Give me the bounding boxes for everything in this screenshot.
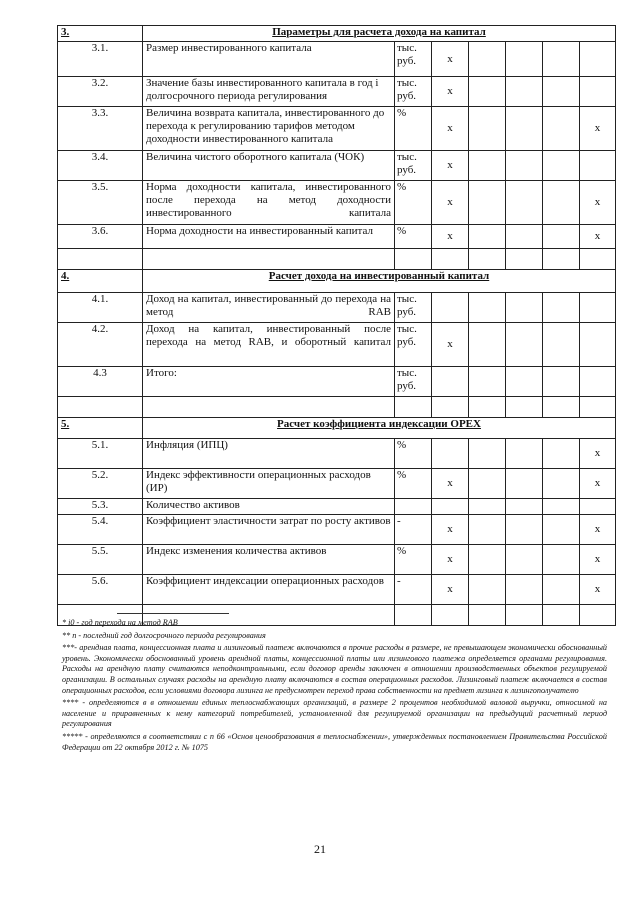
section-number: 3.	[58, 26, 143, 42]
value-cell	[506, 293, 543, 323]
empty-cell	[580, 397, 616, 418]
empty-row	[58, 397, 616, 418]
table-row	[58, 469, 616, 499]
table-row	[58, 107, 616, 151]
value-cell	[506, 151, 543, 181]
value-cell: x	[432, 469, 469, 499]
value-cell	[543, 77, 580, 107]
empty-cell	[469, 397, 506, 418]
footnote: ***- арендная плата, концессионная плата и лизинговый платеж включаются в прочие расходы в размере, не превышающем экономически обоснованный уровень. Экономически обоснованный уровень арендной платы, концессионной платы или лизингового платежа определяется органами регулирования. Расходы на арендную плату считаются неподконтрольными, если договор аренды заключен в отношении производственных объектов регулируемой организации. В остальных случаях расходы на арендную плату включаются в состав операционных расходов. Лизинговый платеж включается в состав операционных расходов, если условиями договора лизинга не предусмотрен переход права собственности на предмет лизинга к лизингополучателю	[62, 643, 607, 695]
value-cell	[543, 545, 580, 575]
row-unit: тыс. руб.	[395, 367, 432, 397]
row-number: 3.2.	[58, 77, 143, 107]
value-cell	[432, 293, 469, 323]
value-cell	[580, 77, 616, 107]
value-cell	[506, 575, 543, 605]
value-cell: x	[580, 575, 616, 605]
value-cell	[506, 181, 543, 225]
value-cell	[506, 499, 543, 515]
empty-cell	[395, 397, 432, 418]
row-number: 3.1.	[58, 42, 143, 77]
parameters-table	[57, 25, 616, 626]
value-cell	[580, 151, 616, 181]
row-unit: тыс. руб.	[395, 42, 432, 77]
value-cell	[469, 367, 506, 397]
value-cell: x	[580, 515, 616, 545]
value-cell	[543, 323, 580, 367]
row-name: Значение базы инвестированного капитала в год i долгосрочного периода регулирования	[143, 77, 395, 107]
value-cell: x	[580, 181, 616, 225]
row-name: Размер инвестированного капитала	[143, 42, 395, 77]
empty-cell	[143, 249, 395, 270]
value-cell	[469, 107, 506, 151]
row-name: Величина чистого оборотного капитала (ЧОК)	[143, 151, 395, 181]
table-row	[58, 323, 616, 367]
empty-cell	[395, 249, 432, 270]
value-cell	[469, 42, 506, 77]
empty-cell	[580, 249, 616, 270]
empty-cell	[543, 397, 580, 418]
row-unit: тыс. руб.	[395, 151, 432, 181]
row-number: 5.3.	[58, 499, 143, 515]
row-unit: %	[395, 107, 432, 151]
row-name: Коэффициент эластичности затрат по росту активов	[143, 515, 395, 545]
value-cell	[580, 499, 616, 515]
row-number: 4.1.	[58, 293, 143, 323]
value-cell	[469, 439, 506, 469]
table-row	[58, 42, 616, 77]
value-cell: x	[432, 77, 469, 107]
row-unit: %	[395, 469, 432, 499]
value-cell: x	[432, 181, 469, 225]
section-header-row	[58, 418, 616, 439]
footnote: * i0 - год перехода на метод RAB	[62, 618, 178, 627]
table-row	[58, 515, 616, 545]
page-number: 21	[314, 842, 326, 856]
value-cell	[543, 293, 580, 323]
row-name: Инфляция (ИПЦ)	[143, 439, 395, 469]
section-title: Параметры для расчета дохода на капитал	[143, 26, 616, 42]
row-unit	[395, 499, 432, 515]
value-cell: x	[432, 107, 469, 151]
row-number: 5.1.	[58, 439, 143, 469]
row-name: Доход на капитал, инвестированный до перехода на метод RAB	[143, 293, 395, 323]
value-cell	[432, 499, 469, 515]
empty-row	[58, 249, 616, 270]
row-number: 3.4.	[58, 151, 143, 181]
value-cell	[469, 499, 506, 515]
row-unit: %	[395, 545, 432, 575]
value-cell	[469, 77, 506, 107]
value-cell	[506, 323, 543, 367]
value-cell: x	[432, 515, 469, 545]
value-cell	[506, 42, 543, 77]
value-cell	[580, 323, 616, 367]
row-number: 5.5.	[58, 545, 143, 575]
value-cell: x	[580, 439, 616, 469]
value-cell	[432, 367, 469, 397]
row-name: Количество активов	[143, 499, 395, 515]
value-cell	[543, 42, 580, 77]
value-cell	[543, 107, 580, 151]
value-cell	[506, 515, 543, 545]
footnote: **** - определяются в в отношении единых теплоснабжающих организаций, в размере 2 процентов необходимой валовой выручки, относимой на население и приравненных к нему категорий потребителей, установленной для регулируемой организации на предыдущий расчетный период регулирования	[62, 698, 607, 729]
row-number: 3.6.	[58, 225, 143, 249]
value-cell	[469, 515, 506, 545]
value-cell	[543, 181, 580, 225]
row-number: 5.6.	[58, 575, 143, 605]
empty-cell	[469, 249, 506, 270]
value-cell	[506, 469, 543, 499]
footnote-separator	[117, 613, 229, 614]
empty-cell	[143, 397, 395, 418]
row-name: Норма доходности капитала, инвестированного после перехода на метод доходности инвестированного капитала	[143, 181, 395, 225]
value-cell	[469, 151, 506, 181]
value-cell: x	[432, 545, 469, 575]
table-row	[58, 77, 616, 107]
value-cell	[506, 225, 543, 249]
value-cell	[543, 367, 580, 397]
value-cell	[543, 439, 580, 469]
value-cell	[506, 439, 543, 469]
value-cell: x	[580, 469, 616, 499]
value-cell	[506, 107, 543, 151]
footnote: ***** - определяются в соответствии с п 66 «Основ ценообразования в теплоснабжении», утвержденных постановлением Правительства Российской Федерации от 22 октября 2012 г. № 1075	[62, 731, 607, 752]
value-cell	[543, 225, 580, 249]
section-title: Расчет коэффициента индексации OPEX	[143, 418, 616, 439]
value-cell	[432, 439, 469, 469]
value-cell	[506, 77, 543, 107]
row-unit: тыс. руб.	[395, 77, 432, 107]
row-unit: -	[395, 575, 432, 605]
value-cell: x	[580, 107, 616, 151]
section-header-row	[58, 270, 616, 293]
value-cell	[469, 469, 506, 499]
value-cell	[469, 545, 506, 575]
empty-cell	[432, 397, 469, 418]
row-number: 3.3.	[58, 107, 143, 151]
row-name: Индекс эффективности операционных расходов (ИР)	[143, 469, 395, 499]
value-cell	[469, 181, 506, 225]
value-cell: x	[432, 575, 469, 605]
value-cell: x	[580, 545, 616, 575]
value-cell: x	[580, 225, 616, 249]
section-number: 4.	[58, 270, 143, 293]
empty-cell	[58, 249, 143, 270]
row-number: 4.2.	[58, 323, 143, 367]
table-row	[58, 151, 616, 181]
empty-cell	[506, 397, 543, 418]
value-cell	[543, 515, 580, 545]
empty-cell	[506, 249, 543, 270]
row-unit: тыс. руб.	[395, 293, 432, 323]
row-unit: тыс. руб.	[395, 323, 432, 367]
value-cell	[580, 293, 616, 323]
value-cell	[506, 545, 543, 575]
value-cell	[580, 367, 616, 397]
value-cell	[543, 151, 580, 181]
value-cell	[543, 499, 580, 515]
footnotes	[62, 618, 607, 755]
value-cell	[543, 469, 580, 499]
row-number: 3.5.	[58, 181, 143, 225]
table-row	[58, 499, 616, 515]
value-cell	[469, 225, 506, 249]
table-row	[58, 367, 616, 397]
row-unit: -	[395, 515, 432, 545]
table-row	[58, 439, 616, 469]
section-number: 5.	[58, 418, 143, 439]
row-name: Норма доходности на инвестированный капитал	[143, 225, 395, 249]
value-cell	[469, 323, 506, 367]
table-row	[58, 575, 616, 605]
empty-cell	[543, 249, 580, 270]
table-row	[58, 545, 616, 575]
table-row	[58, 225, 616, 249]
value-cell: x	[432, 42, 469, 77]
row-name: Индекс изменения количества активов	[143, 545, 395, 575]
row-unit: %	[395, 225, 432, 249]
row-unit: %	[395, 439, 432, 469]
row-number: 5.4.	[58, 515, 143, 545]
empty-cell	[58, 397, 143, 418]
empty-cell	[432, 249, 469, 270]
value-cell	[506, 367, 543, 397]
row-name: Итого:	[143, 367, 395, 397]
value-cell	[469, 575, 506, 605]
row-number: 5.2.	[58, 469, 143, 499]
value-cell: x	[432, 151, 469, 181]
value-cell	[469, 293, 506, 323]
section-header-row	[58, 26, 616, 42]
value-cell	[543, 575, 580, 605]
row-number: 4.3	[58, 367, 143, 397]
value-cell	[580, 42, 616, 77]
table-row	[58, 181, 616, 225]
value-cell: x	[432, 323, 469, 367]
row-name: Доход на капитал, инвестированный после перехода на метод RAB, и оборотный капитал	[143, 323, 395, 367]
section-title: Расчет дохода на инвестированный капитал	[143, 270, 616, 293]
row-name: Величина возврата капитала, инвестированного до перехода к регулированию тарифов методом доходности инвестированного капитала	[143, 107, 395, 151]
table-row	[58, 293, 616, 323]
footnote: ** n - последний год долгосрочного периода регулирования	[62, 630, 266, 640]
row-unit: %	[395, 181, 432, 225]
value-cell: x	[432, 225, 469, 249]
row-name: Коэффициент индексации операционных расходов	[143, 575, 395, 605]
